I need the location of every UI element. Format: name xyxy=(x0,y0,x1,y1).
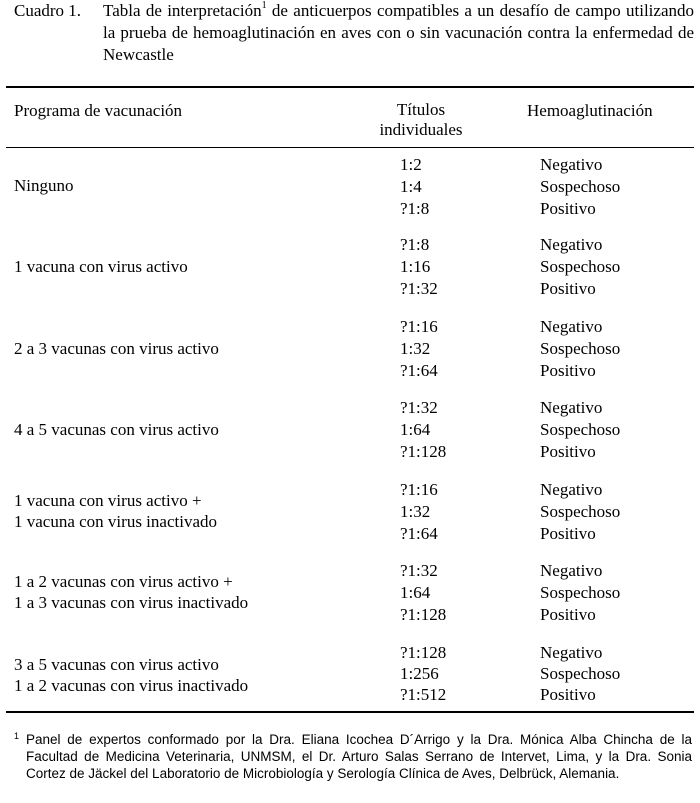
titer-cell: 1:256 xyxy=(400,664,439,683)
table-row xyxy=(0,582,700,604)
program-line: 2 a 3 vacunas con virus activo xyxy=(14,339,219,358)
titer-cell: ?1:128 xyxy=(400,643,447,662)
table-row xyxy=(0,360,700,382)
titer-cell: 1:32 xyxy=(400,339,431,358)
result-cell: Positivo xyxy=(540,524,596,543)
table-group-activo-inactivado-3 xyxy=(0,642,700,708)
result-cell: Positivo xyxy=(540,685,596,704)
titer-cell: 1:32 xyxy=(400,502,431,521)
titer-cell: 1:4 xyxy=(400,177,422,196)
program-line: 1 vacuna con virus inactivado xyxy=(14,512,217,531)
table-group-activo-inactivado-1 xyxy=(0,479,700,545)
result-cell: Sospechoso xyxy=(540,664,621,683)
titer-cell: ?1:16 xyxy=(400,480,438,499)
program-line: 1 a 2 vacunas con virus inactivado xyxy=(14,676,249,695)
caption-text xyxy=(103,0,694,66)
table-row xyxy=(0,397,700,419)
titer-cell: 1:2 xyxy=(400,155,422,174)
table-row xyxy=(0,523,700,545)
caption-footnote-ref: 1 xyxy=(261,0,267,12)
table-bottom-rule xyxy=(6,711,694,713)
result-cell: Sospechoso xyxy=(540,177,621,196)
table-group-activo-inactivado-2 xyxy=(0,560,700,626)
table-top-rule xyxy=(6,86,694,88)
footnote-mark: 1 xyxy=(14,731,20,741)
caption-label: Cuadro 1. xyxy=(14,1,82,20)
table-row xyxy=(0,256,700,278)
footnote xyxy=(14,731,692,782)
program-line: 1 a 3 vacunas con virus inactivado xyxy=(14,593,249,612)
result-cell: Sospechoso xyxy=(540,339,621,358)
titer-cell: ?1:32 xyxy=(400,398,438,417)
table-row xyxy=(0,198,700,220)
table-row xyxy=(0,316,700,338)
program-line: 3 a 5 vacunas con virus activo xyxy=(14,655,219,674)
table-row xyxy=(0,684,700,706)
titer-cell: ?1:128 xyxy=(400,605,447,624)
table-row xyxy=(0,419,700,441)
titer-cell: ?1:512 xyxy=(400,685,447,704)
header-separator-rule xyxy=(6,147,694,148)
result-cell: Sospechoso xyxy=(540,257,621,276)
table-row xyxy=(0,604,700,626)
table-row xyxy=(0,278,700,300)
table-row xyxy=(0,441,700,463)
footnote-text: Panel de expertos conformado por la Dra. Eliana Icochea D´Arrigo y la Dra. Mónica Alba Chincha de la Facultad de Medicina Veterinaria, UNMSM, el Dr. Arturo Salas Serrano de Intervet, Lima, y la Dra. Sonia Cortez de Jäckel del Laboratorio de Microbiología y Serología Clínica de Aves, Delbrück, Alemania. xyxy=(26,732,692,781)
program-line: Ninguno xyxy=(14,176,74,195)
result-cell: Negativo xyxy=(540,155,603,174)
result-cell: Positivo xyxy=(540,279,596,298)
table-group-4a5-vacunas-activo xyxy=(0,397,700,463)
titer-cell: ?1:64 xyxy=(400,524,438,543)
titer-cell: ?1:128 xyxy=(400,442,447,461)
table-group-ninguno xyxy=(0,154,700,220)
column-header-titulos-line2: individuales xyxy=(379,120,463,139)
table-row xyxy=(0,642,700,664)
table-row xyxy=(0,501,700,523)
table-row xyxy=(0,479,700,501)
result-cell: Positivo xyxy=(540,605,596,624)
result-cell: Positivo xyxy=(540,199,596,218)
table-row xyxy=(0,338,700,360)
titer-cell: ?1:8 xyxy=(400,199,430,218)
table-row xyxy=(0,560,700,582)
result-cell: Negativo xyxy=(540,317,603,336)
titer-cell: 1:16 xyxy=(400,257,431,276)
result-cell: Positivo xyxy=(540,361,596,380)
program-line: 1 vacuna con virus activo + xyxy=(14,491,202,510)
column-header-hemoaglutinacion: Hemoaglutinación xyxy=(527,101,653,120)
table-row xyxy=(0,234,700,256)
table-row xyxy=(0,176,700,198)
result-cell: Negativo xyxy=(540,561,603,580)
column-header-titulos xyxy=(370,100,472,140)
program-line: 1 vacuna con virus activo xyxy=(14,257,188,276)
result-cell: Positivo xyxy=(540,442,596,461)
column-header-programa: Programa de vacunación xyxy=(14,101,183,120)
table-row xyxy=(0,154,700,176)
result-cell: Negativo xyxy=(540,480,603,499)
table-row xyxy=(0,663,700,685)
table-group-2a3-vacunas-activo xyxy=(0,316,700,382)
caption-text-start: Tabla de interpretación xyxy=(103,1,262,20)
table-group-1-vacuna-activo xyxy=(0,234,700,300)
result-cell: Sospechoso xyxy=(540,502,621,521)
column-header-titulos-line1: Títulos xyxy=(396,100,446,119)
titer-cell: ?1:32 xyxy=(400,279,438,298)
titer-cell: 1:64 xyxy=(400,420,431,439)
result-cell: Negativo xyxy=(540,398,603,417)
result-cell: Sospechoso xyxy=(540,583,621,602)
titer-cell: ?1:8 xyxy=(400,235,430,254)
titer-cell: ?1:32 xyxy=(400,561,438,580)
titer-cell: ?1:16 xyxy=(400,317,438,336)
program-line: 1 a 2 vacunas con virus activo + xyxy=(14,572,233,591)
caption-text-end: de anticuerpos compatibles a un desafío de campo utilizando la prueba de hemoaglutinación en aves con o sin vacunación contra la enfermedad de Newcastle xyxy=(103,1,694,64)
result-cell: Negativo xyxy=(540,643,603,662)
program-line: 4 a 5 vacunas con virus activo xyxy=(14,420,219,439)
result-cell: Negativo xyxy=(540,235,603,254)
titer-cell: 1:64 xyxy=(400,583,431,602)
result-cell: Sospechoso xyxy=(540,420,621,439)
titer-cell: ?1:64 xyxy=(400,361,438,380)
